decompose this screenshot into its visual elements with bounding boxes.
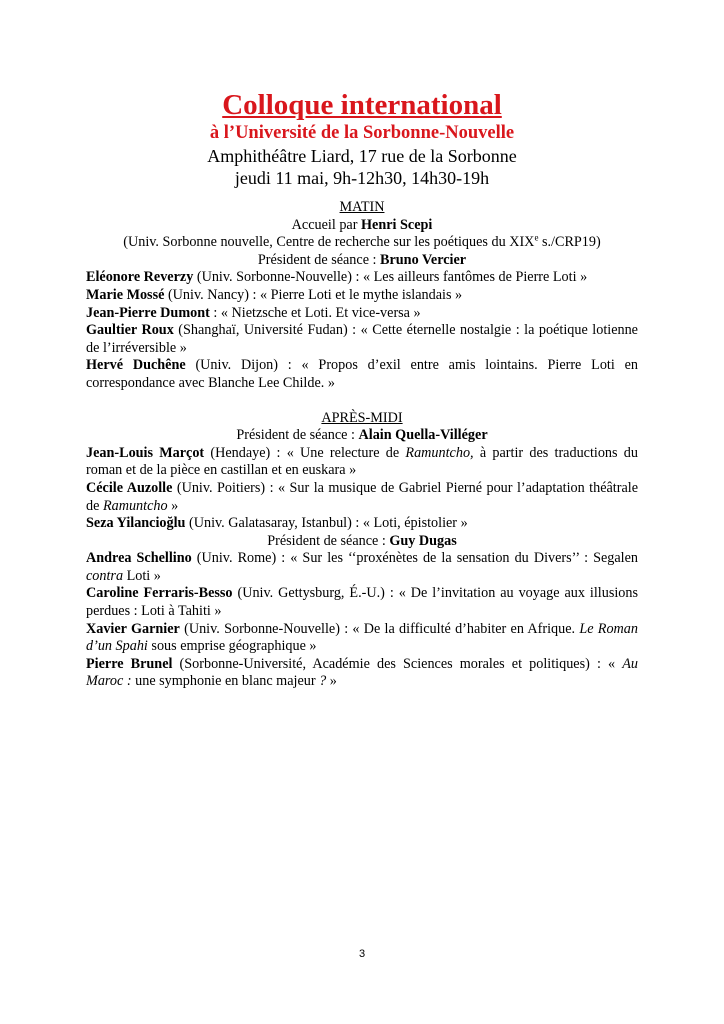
speaker-name: Cécile Auzolle [86, 479, 173, 496]
talk-item: Andrea Schellino (Univ. Rome) : « Sur les ‘‘proxénètes de la sensation du Divers’’ : Segalen contra Loti » [86, 550, 638, 584]
talk-item: Jean-Pierre Dumont : « Nietzsche et Loti. Et vice-versa » [86, 304, 421, 321]
document-page [86, 88, 638, 691]
speaker-name: Marie Mossé [86, 286, 165, 303]
talk-item: Cécile Auzolle (Univ. Poitiers) : « Sur la musique de Gabriel Pierné pour l’adaptation théâtrale de Ramuntcho » [86, 479, 638, 514]
talk-item: Eléonore Reverzy (Univ. Sorbonne-Nouvelle) : « Les ailleurs fantômes de Pierre Loti » [86, 269, 588, 286]
talk-item: Caroline Ferraris-Besso (Univ. Gettysburg, É.-U.) : « De l’invitation au voyage aux illusions perdues : Loti à Tahiti » [86, 585, 639, 620]
morning-chair: Président de séance : Bruno Vercier [257, 251, 467, 268]
speaker-name: Andrea Schellino [86, 550, 192, 567]
welcome-line: Accueil par Henri Scepi [291, 216, 433, 233]
speaker-name: Jean-Louis Marçot [86, 444, 205, 461]
speaker-name: Jean-Pierre Dumont [86, 304, 210, 321]
talk-item: Marie Mossé (Univ. Nancy) : « Pierre Loti et le mythe islandais » [86, 286, 463, 303]
welcome-name: Henri Scepi [361, 216, 433, 233]
speaker-name: Seza Yilancioğlu [86, 515, 186, 532]
speaker-name: Hervé Duchêne [86, 357, 186, 374]
speaker-name: Gaultier Roux [86, 322, 174, 339]
date-line: jeudi 11 mai, 9h-12h30, 14h30-19h [234, 168, 490, 188]
talk-item: Seza Yilancioğlu (Univ. Galatasaray, Istanbul) : « Loti, épistolier » [86, 515, 468, 532]
page-title: Colloque international [222, 89, 502, 121]
talk-item: Xavier Garnier (Univ. Sorbonne-Nouvelle) : « De la difficulté d’habiter en Afrique. Le Roman d’un Spahi sous emprise géographique » [86, 620, 638, 655]
speaker-name: Eléonore Reverzy [86, 269, 194, 286]
talk-item: Pierre Brunel (Sorbonne-Université, Académie des Sciences morales et politiques) : « Au Maroc : une symphonie en blanc majeur ? » [86, 655, 638, 690]
venue-line: Amphithéâtre Liard, 17 rue de la Sorbonne [207, 146, 517, 166]
talk-item: Hervé Duchêne (Univ. Dijon) : « Propos d’exil entre amis lointains. Pierre Loti en correspondance avec Blanche Lee Childe. » [86, 357, 638, 391]
speaker-name: Caroline Ferraris-Besso [86, 585, 233, 602]
afternoon-chair-2: Président de séance : Guy Dugas [267, 532, 457, 549]
talk-item: Jean-Louis Marçot (Hendaye) : « Une relecture de Ramuntcho, à partir des traductions du roman et de la pièce en castillan et en euskara » [86, 444, 638, 479]
morning-section [86, 199, 638, 393]
afternoon-section [86, 410, 638, 692]
page-number: 3 [358, 948, 366, 960]
afternoon-chair-1: Président de séance : Alain Quella-Villéger [236, 427, 488, 444]
speaker-name: Pierre Brunel [86, 655, 173, 672]
speaker-name: Xavier Garnier [86, 620, 180, 637]
talk-item: Gaultier Roux (Shanghaï, Université Fudan) : « Cette éternelle nostalgie : la poétique lotienne de l’irréversible » [86, 322, 638, 356]
page-subtitle: à l’Université de la Sorbonne-Nouvelle [209, 123, 515, 143]
welcome-affiliation: (Univ. Sorbonne nouvelle, Centre de recherche sur les poétiques du XIXe s./CRP19) [123, 232, 601, 251]
morning-heading: MATIN [339, 199, 385, 215]
afternoon-heading: APRÈS-MIDI [321, 409, 403, 426]
